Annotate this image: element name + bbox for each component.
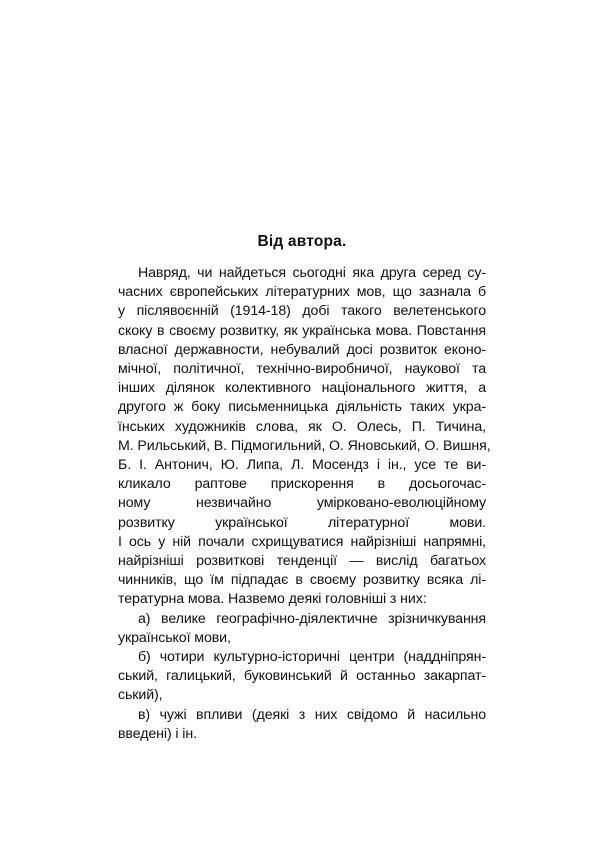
- text-line: розвитку української літературної мови.: [118, 514, 486, 531]
- text-line: у післявоєнній (1914-18) добі такого велетенського: [118, 303, 486, 320]
- text-line: а) велике географічно-діялектичне зрізничкування: [138, 610, 486, 627]
- text-line: української мови,: [118, 629, 231, 646]
- text-line: І ось у ній почали схрищуватися найрізніші напрямні,: [118, 533, 486, 550]
- text-line: введені) і ін.: [118, 725, 197, 742]
- text-line: ський),: [118, 687, 163, 704]
- text-line: Навряд, чи найдеться сьогодні яка друга серед су-: [138, 265, 486, 281]
- text-line: в) чужі впливи (деякі з них свідомо й насильно: [138, 706, 486, 723]
- text-line: скоку в своєму розвитку, як українська мова. Повстання: [118, 322, 486, 339]
- text-line: другого ж боку письменницька діяльність таких укра-: [118, 399, 486, 416]
- document-heading: Від автора.: [257, 233, 347, 250]
- text-line: б) чотири культурно-історичні центри (наддніпрян-: [138, 649, 486, 666]
- text-line: ський, галицький, буковинський й останньо закарпат-: [118, 668, 486, 685]
- text-line: М. Рильський, В. Підмогильний, О. Яновський, О. Вишня,: [118, 437, 491, 454]
- text-line: їнських художників слова, як О. Олесь, П. Тичина,: [118, 418, 486, 435]
- text-line: ному незвичайно уміркованo-еволюційному: [118, 495, 486, 512]
- text-line: Б. І. Антонич, Ю. Липа, Л. Мосендз і ін., усе те ви-: [118, 457, 486, 474]
- document-body: [118, 232, 491, 744]
- document-text: [118, 264, 491, 744]
- text-line: найрізніші розвиткові тенденції — вислід багатьох: [118, 553, 486, 570]
- text-line: тературна мова. Назвемо деякі головніші з них:: [118, 591, 427, 608]
- text-line: кликало раптове прискорення в досьогочас-: [118, 476, 486, 493]
- text-line: чинників, що їм підпадає в своєму розвитку всяка лі-: [118, 572, 486, 589]
- text-line: часних європейських літературних мов, що зазнала б: [118, 284, 486, 301]
- text-line: мічної, політичної, технічно-виробничої, наукової та: [118, 361, 486, 378]
- text-line: власної державности, небувалий досі розвиток еконо-: [118, 341, 486, 358]
- text-line: інших ділянок колективного національного життя, а: [118, 380, 486, 397]
